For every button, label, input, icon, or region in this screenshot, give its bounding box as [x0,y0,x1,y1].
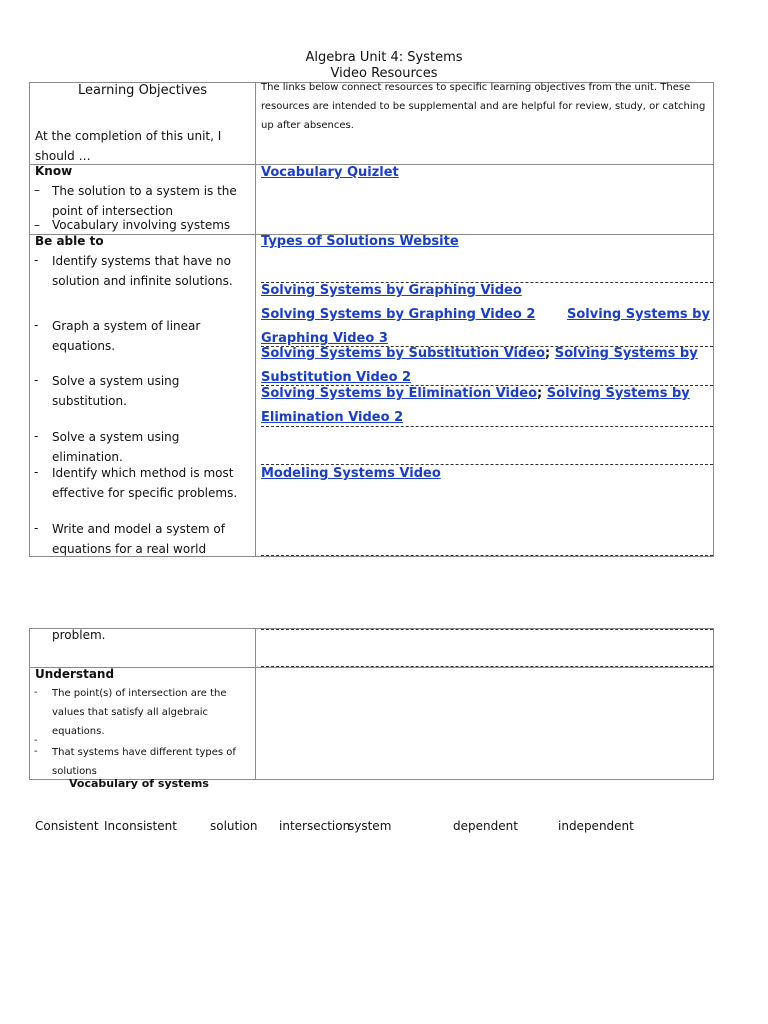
skill-item: Graph a system of linear equations. [52,319,201,353]
understand-item: The point(s) of intersection are the values that satisfy all algebraic equations. [52,688,227,737]
vocab-word: Consistent [35,819,99,833]
graphing-video-2-link[interactable]: Solving Systems by Graphing Video 2 [261,307,536,322]
continued-resources-cell [255,628,714,668]
know-item: Vocabulary involving systems [52,218,231,232]
vocab-word: solution [210,819,258,833]
objectives-intro: At the completion of this unit, I should … [35,129,222,163]
graphing-video-3-link[interactable]: Solving Systems by Graphing Video 3 [261,307,710,346]
link-separator: ; [545,346,555,361]
skill-item: Identify which method is most effective for specific problems. [52,466,238,500]
document-title: Algebra Unit 4: Systems [305,50,463,65]
understand-item: That systems have different types of solutions [52,747,236,777]
modeling-video-link[interactable]: Modeling Systems Video [261,466,441,481]
dashed-divider [261,426,713,427]
bullet-dash: - [34,253,39,267]
objectives-heading: Learning Objectives [78,83,207,98]
substitution-video-link[interactable]: Solving Systems by Substitution Video [261,346,546,361]
skill-item: Identify systems that have no solution and infinite solutions. [52,254,233,288]
resources-intro: The links below connect resources to specific learning objectives from the unit. These resources are intended to be supplemental and are helpful for review, study, or catching up after absences. [261,82,706,131]
bullet-dash: – [34,218,40,232]
vocab-word: independent [558,819,634,833]
vocab-word: dependent [453,819,518,833]
graphing-video-link[interactable]: Solving Systems by Graphing Video [261,283,522,298]
bullet-dash: - [34,746,38,757]
bullet-dash: - [34,465,39,479]
bullet-dash: - [34,521,39,535]
substitution-video-2-link[interactable]: Solving Systems by Substitution Video 2 [261,346,698,385]
skill-item-continued: problem. [52,628,106,642]
know-label: Know [35,164,73,178]
skill-item: Solve a system using substitution. [52,374,180,408]
be-able-to-label: Be able to [35,234,104,248]
bullet-dash: – [34,183,40,197]
understand-label: Understand [35,667,115,681]
vocab-word: intersection [279,819,351,833]
know-item: The solution to a system is the point of intersection [52,184,237,218]
understand-resources-cell [255,667,714,780]
bullet-dash: - [34,429,39,443]
vocabulary-quizlet-link[interactable]: Vocabulary Quizlet [261,165,399,180]
types-of-solutions-link[interactable]: Types of Solutions Website [261,234,459,249]
skill-item: Write and model a system of equations for a real world [52,522,225,556]
bullet-dash: - [34,735,38,746]
elimination-video-link[interactable]: Solving Systems by Elimination Video [261,386,538,401]
bullet-dash: - [34,687,38,698]
bullet-dash: - [34,373,39,387]
link-separator: ; [537,386,547,401]
bullet-dash: - [34,318,39,332]
vocabulary-heading: Vocabulary of systems [69,777,209,790]
elimination-video-2-link[interactable]: Solving Systems by Elimination Video 2 [261,386,690,425]
vocab-word: system [348,819,392,833]
skill-item: Solve a system using elimination. [52,430,180,464]
dashed-divider [261,629,713,630]
vocab-word: Inconsistent [104,819,177,833]
dashed-divider [261,555,713,556]
document-subtitle: Video Resources [330,66,438,81]
